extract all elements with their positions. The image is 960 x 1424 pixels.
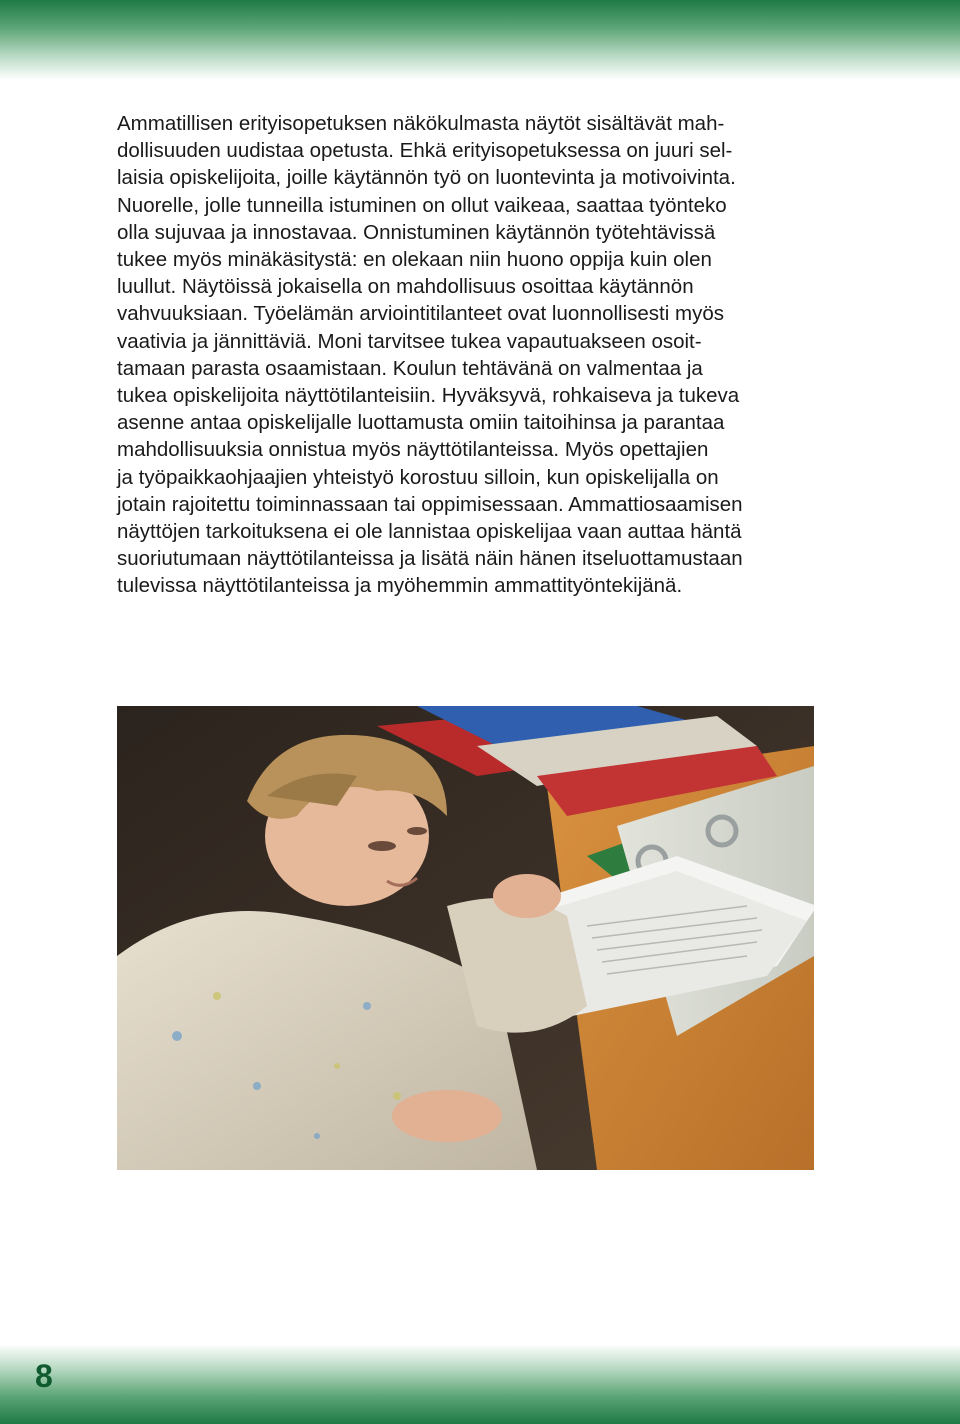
paragraph-line: suoriutumaan näyttötilanteissa ja lisätä näin hänen itseluottamustaan — [117, 547, 743, 571]
paragraph-line: vahvuuksiaan. Työelämän arviointitilanteet ovat luonnollisesti myös — [117, 302, 724, 326]
paragraph-line: tulevissa näyttötilanteissa ja myöhemmin ammattityöntekijänä. — [117, 574, 683, 598]
student-reading-binder-photo — [117, 706, 814, 1170]
page-number: 8 — [35, 1358, 53, 1394]
footer-decorative-band — [0, 1344, 960, 1424]
paragraph-line: jotain rajoitettu toiminnassaan tai oppimisessaan. Ammattiosaamisen — [117, 492, 743, 516]
paragraph-line: tukee myös minäkäsitystä: en olekaan niin huono oppija kuin olen — [117, 248, 712, 272]
paragraph-line: mahdollisuuksia onnistua myös näyttötilanteissa. Myös opettajien — [117, 438, 709, 462]
paragraph-line: vaativia ja jännittäviä. Moni tarvitsee tukea vapautuakseen osoit- — [117, 329, 702, 353]
paragraph-line: olla sujuvaa ja innostavaa. Onnistuminen käytännön työtehtävissä — [117, 220, 716, 244]
paragraph-line: näyttöjen tarkoituksena ei ole lannistaa opiskelijaa vaan auttaa häntä — [117, 520, 742, 544]
paragraph-line: asenne antaa opiskelijalle luottamusta omiin taitoihinsa ja parantaa — [117, 411, 725, 435]
paragraph-line: luullut. Näytöissä jokaisella on mahdollisuus osoittaa käytännön — [117, 275, 694, 299]
paragraph-line: tukea opiskelijoita näyttötilanteisiin. Hyväksyvä, rohkaiseva ja tukeva — [117, 384, 740, 408]
paragraph-line: dollisuuden uudistaa opetusta. Ehkä erityisopetuksessa on juuri sel- — [117, 139, 733, 163]
paragraph-line: tamaan parasta osaamistaan. Koulun tehtävänä on valmentaa ja — [117, 356, 703, 380]
header-decorative-band — [0, 0, 960, 80]
paragraph-line: Nuorelle, jolle tunneilla istuminen on ollut vaikeaa, saattaa työnteko — [117, 193, 727, 217]
paragraph-line: Ammatillisen erityisopetuksen näkökulmasta näytöt sisältävät mah- — [117, 112, 725, 135]
body-paragraph — [117, 110, 817, 600]
paragraph-line: ja työpaikkaohjaajien yhteistyö korostuu silloin, kun opiskelijalla on — [117, 465, 719, 489]
paragraph-line: laisia opiskelijoita, joille käytännön työ on luontevinta ja motivoivinta. — [117, 166, 736, 190]
